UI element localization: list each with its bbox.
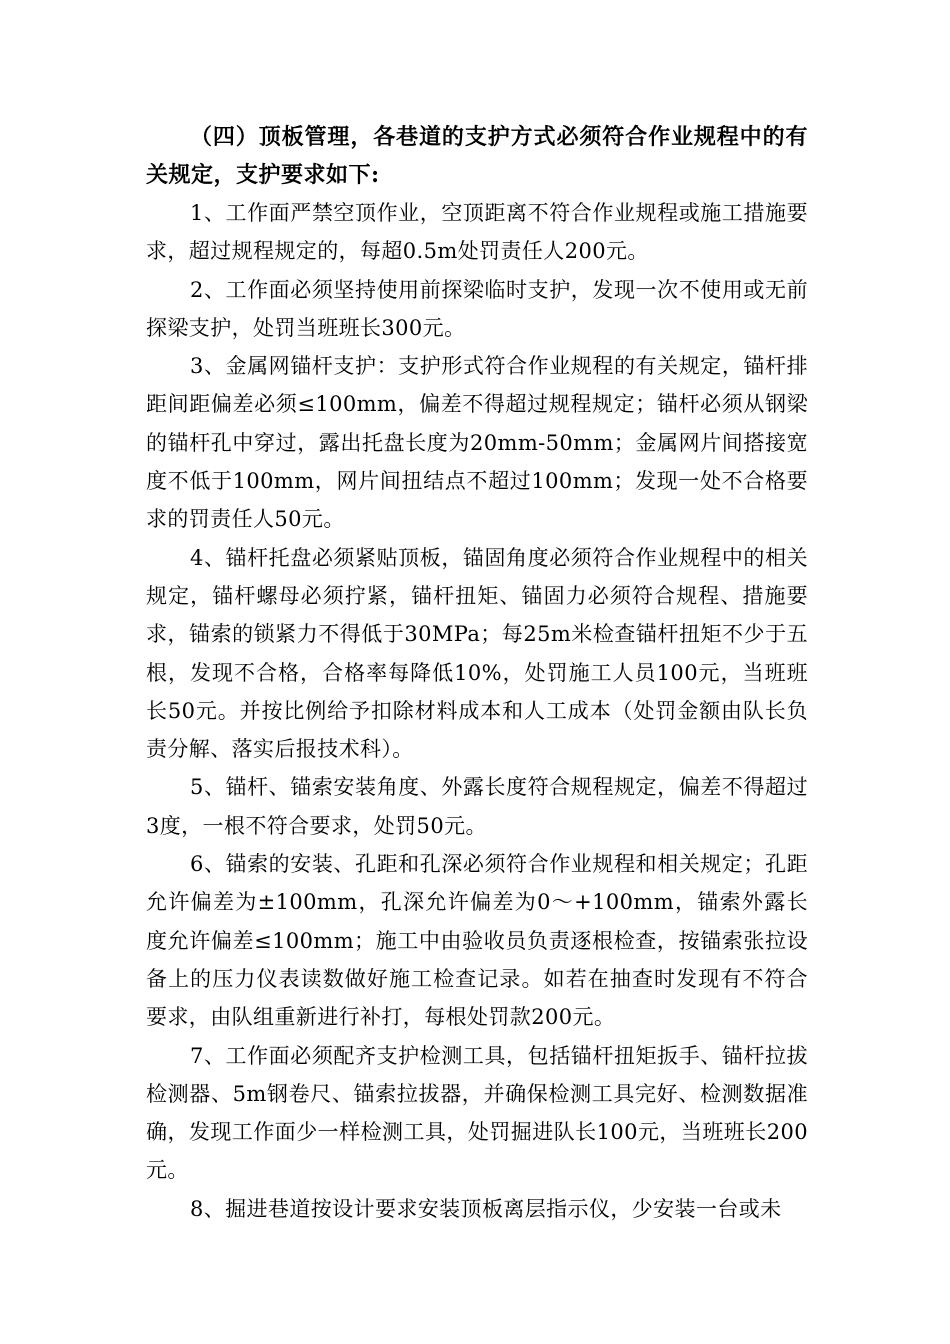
paragraph-8: 8、掘进巷道按设计要求安装顶板离层指示仪，少安装一台或未 xyxy=(190,1196,782,1221)
paragraph-7: 7、工作面必须配齐支护检测工具，包括锚杆扭矩扳手、锚杆拉拔检测器、5m钢卷尺、锚索拉拔器，并确保检测工具完好、检测数据准确，发现工作面少一样检测工具，处罚掘进队长100元，当班班长200元。 xyxy=(146,1043,808,1183)
paragraph-3: 3、金属网锚杆支护：支护形式符合作业规程的有关规定，锚杆排距间距偏差必须≤100mm，偏差不得超过规程规定；锚杆必须从钢梁的锚杆孔中穿过，露出托盘长度为20mm-50mm；金属网片间搭接宽度不低于100mm，网片间扭结点不超过100mm；发现一处不合格要求的罚责任人50元。 xyxy=(146,354,808,532)
section-heading: （四）顶板管理，各巷道的支护方式必须符合作业规程中的有关规定，支护要求如下: xyxy=(146,124,808,188)
paragraph-1: 1、工作面严禁空顶作业，空顶距离不符合作业规程或施工措施要求，超过规程规定的，每超0.5m处罚责任人200元。 xyxy=(146,201,808,264)
document-body xyxy=(146,118,808,1228)
paragraph-6: 6、锚索的安装、孔距和孔深必须符合作业规程和相关规定；孔距允许偏差为±100mm，孔深允许偏差为0～+100mm，锚索外露长度允许偏差≤100mm；施工中由验收员负责逐根检查，按锚索张拉设备上的压力仪表读数做好施工检查记录。如若在抽查时发现有不符合要求，由队组重新进行补打，每根处罚款200元。 xyxy=(146,852,808,1030)
paragraph-5: 5、锚杆、锚索安装角度、外露长度符合规程规定，偏差不得超过3度，一根不符合要求，处罚50元。 xyxy=(146,775,808,838)
paragraph-4: 4、锚杆托盘必须紧贴顶板，锚固角度必须符合作业规程中的相关规定，锚杆螺母必须拧紧，锚杆扭矩、锚固力必须符合规程、措施要求，锚索的锁紧力不得低于30MPa；每25m米检查锚杆扭矩不少于五根，发现不合格，合格率每降低10%，处罚施工人员100元，当班班长50元。并按比例给予扣除材料成本和人工成本（处罚金额由队长负责分解、落实后报技术科）。 xyxy=(146,545,808,762)
paragraph-2: 2、工作面必须坚持使用前探梁临时支护，发现一次不使用或无前探梁支护，处罚当班班长300元。 xyxy=(146,277,808,340)
